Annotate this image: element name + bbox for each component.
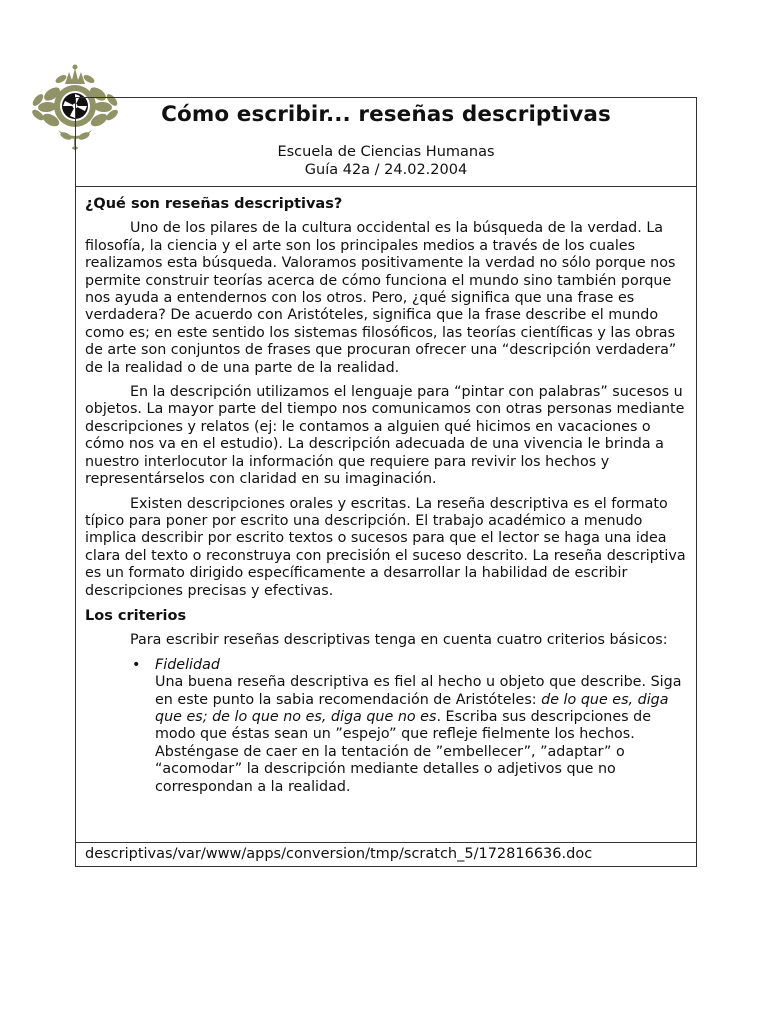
paragraph: Uno de los pilares de la cultura occidental es la búsqueda de la verdad. La filosofía, la ciencia y el arte son los principales medios a través de los cuales realizamos esta búsqueda. Valoramos positivamente la verdad no sólo porque nos permite construir teorías acerca de cómo funciona el mundo sino también porque nos ayuda a entendernos con los otros. Pero, ¿qué significa que una frase es verdadera? De acuerdo con Aristóteles, significa que la frase describe el mundo como es; en este sentido los sistemas filosóficos, las teorías científicas y las obras de arte son conjuntos de frases que procuran ofrecer una “descripción verdadera” de la realidad o de una parte de la realidad. (85, 220, 677, 376)
criterion-title: Fidelidad (155, 656, 220, 673)
footer-divider (76, 842, 696, 843)
criterion-text (155, 674, 688, 796)
criterion-list-item (132, 656, 688, 796)
bullet-icon: • (132, 656, 141, 673)
paragraph: En la descripción utilizamos el lenguaje para “pintar con palabras” sucesos u objetos. La mayor parte del tiempo nos comunicamos con otras personas mediante descripciones y relatos (ej: le contamos a alguien qué hicimos en vacaciones o cómo nos va en el estudio). La descripción adecuada de una vivencia le brinda a nuestro interlocutor la información que requiere para revivir los hechos y representárselos con claridad en su imaginación. (85, 384, 685, 488)
document-frame (75, 97, 697, 867)
institution-name: Escuela de Ciencias Humanas (277, 144, 495, 160)
criterion-text-part: Una buena reseña descriptiva es fiel al hecho u objeto que describe. Siga en este punto la sabia recomendación de Aristóteles: (155, 674, 682, 708)
header-divider (76, 186, 696, 187)
document-title: Cómo escribir... reseñas descriptivas (161, 102, 611, 127)
criterion-text-part: . Escriba sus descripciones de modo que éstas sean un ”espejo” que refleje fielmente los hechos. Absténgase de caer en la tentación de ”embellecer”, ”adaptar” o “acomodar” la descripción mediante detalles o adjetivos que no correspondan a la realidad. (155, 708, 652, 795)
footer-file-path: descriptivas/var/www/apps/conversion/tmp/scratch_5/172816636.doc (85, 846, 593, 862)
document-body (85, 196, 688, 796)
criterion-quote: de lo que es, diga que es; de lo que no es, diga que no es (155, 691, 669, 725)
section-heading-what-are: ¿Qué son reseñas descriptivas? (85, 196, 343, 212)
section-heading-criteria: Los criterios (85, 607, 187, 624)
criteria-intro: Para escribir reseñas descriptivas tenga en cuenta cuatro criterios básicos: (130, 632, 668, 649)
guide-number-date: Guía 42a / 24.02.2004 (304, 161, 468, 178)
paragraph: Existen descripciones orales y escritas. La reseña descriptiva es el formato típico para poner por escrito una descripción. El trabajo académico a menudo implica describir por escrito textos o sucesos para que el lector se haga una idea clara del texto o reconstruya con precisión el suceso descrito. La reseña descriptiva es un formato dirigido específicamente a desarrollar la habilidad de escribir descripciones precisas y efectivas. (85, 495, 686, 599)
